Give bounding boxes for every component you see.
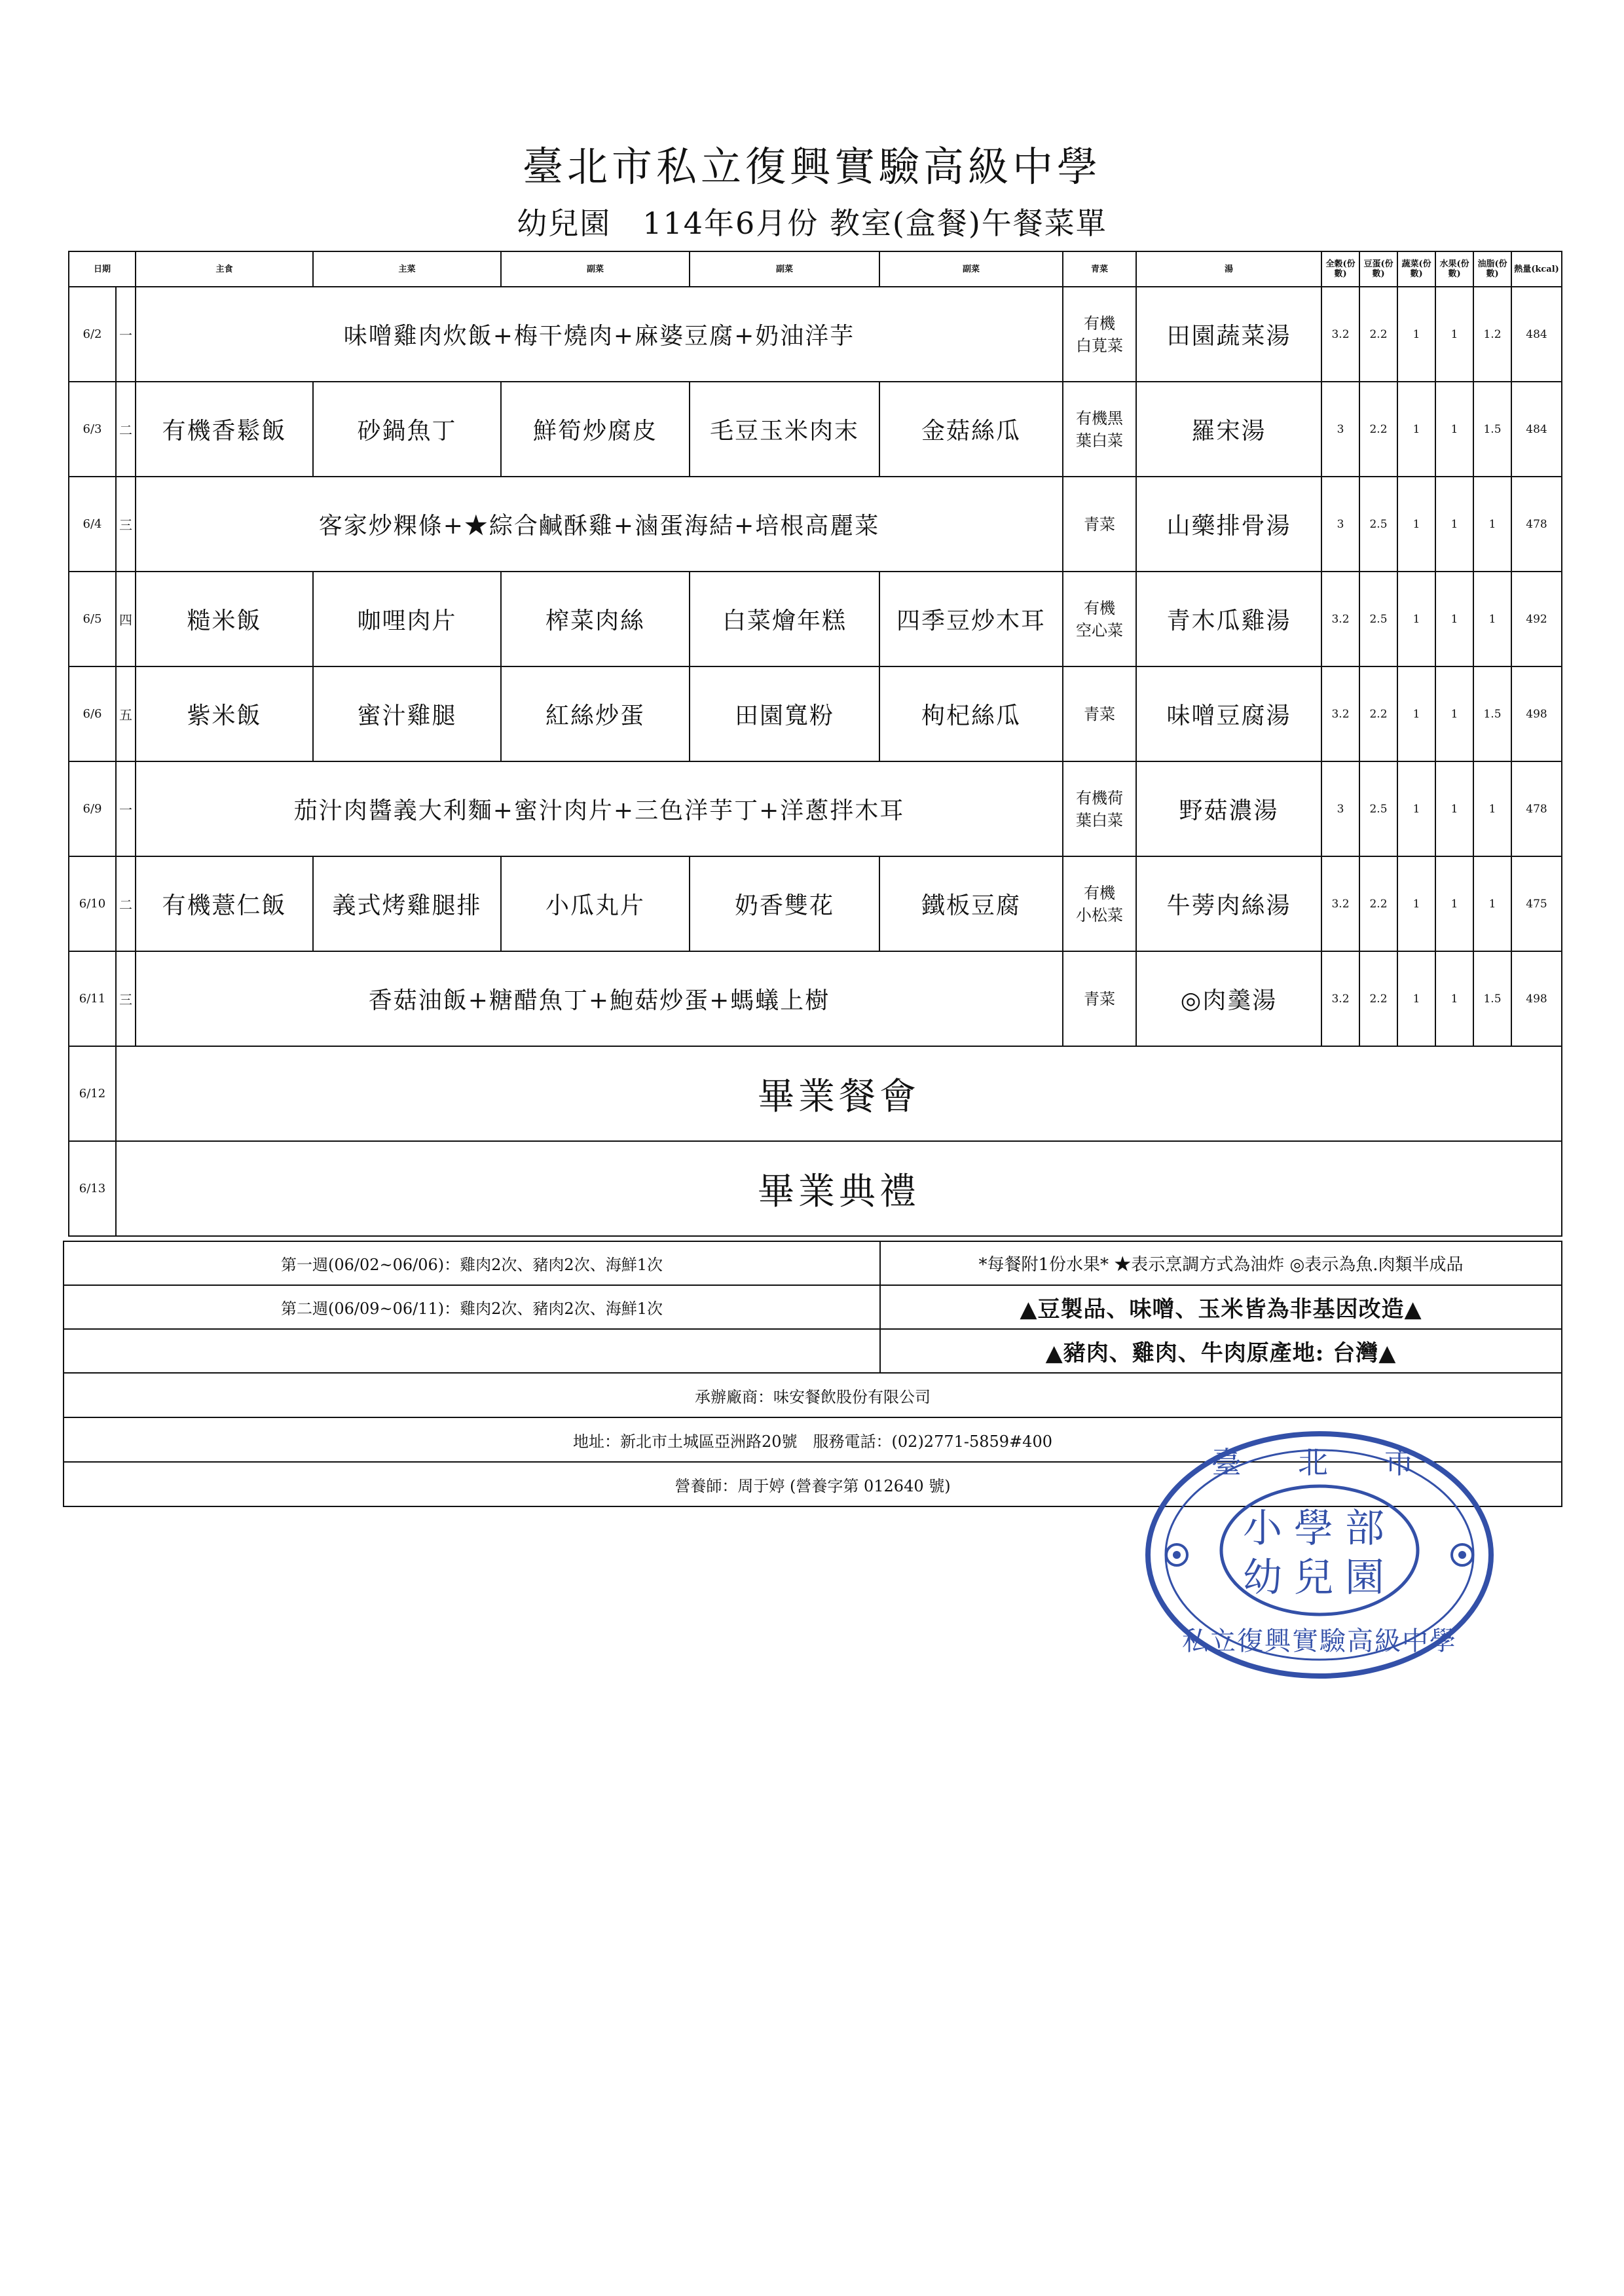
nutrition-kcal: 498: [1511, 666, 1562, 761]
week2-summary: 第二週(06/09~06/11)：雞肉2次、豬肉2次、海鮮1次: [64, 1285, 880, 1329]
combined-dishes: 客家炒粿條+★綜合鹹酥雞+滷蛋海結+培根高麗菜: [136, 477, 1063, 572]
side-dish-cell: 金菇絲瓜: [879, 382, 1063, 477]
school-title: 臺北市私立復興實驗高級中學: [522, 143, 1101, 191]
nutrition-vegetable: 1: [1397, 382, 1435, 477]
vegetable-cell: [1063, 572, 1136, 666]
nutrition-vegetable: 1: [1397, 761, 1435, 856]
nutrition-protein: 2.5: [1359, 572, 1397, 666]
nutrition-fruit: 1: [1435, 951, 1473, 1046]
col-header-date: 日期: [69, 251, 136, 287]
nutrition-grains: 3: [1321, 477, 1359, 572]
staple-cell: 紫米飯: [136, 666, 313, 761]
weekday-cell: 三: [116, 477, 136, 572]
veg-line: 小松菜: [1076, 905, 1124, 924]
main-dish-cell: 咖哩肉片: [313, 572, 501, 666]
vegetable-cell: [1063, 761, 1136, 856]
veg-line: 葉白菜: [1076, 431, 1124, 450]
date-cell: 6/12: [69, 1046, 116, 1141]
side-dish-cell: 榨菜肉絲: [501, 572, 690, 666]
menu-subtitle: 幼兒園 114年6月份 教室(盒餐)午餐菜單: [517, 206, 1107, 241]
nutrition-fat: 1.5: [1473, 951, 1511, 1046]
side-dish-cell: 鮮筍炒腐皮: [501, 382, 690, 477]
date-cell: 6/3: [69, 382, 116, 477]
col-header-side: 副菜: [501, 251, 690, 287]
table-row-event: [69, 1141, 1562, 1236]
nutrition-kcal: 478: [1511, 761, 1562, 856]
weekday-cell: 二: [116, 856, 136, 951]
nutrition-fat: 1.2: [1473, 287, 1511, 382]
nutrition-kcal: 478: [1511, 477, 1562, 572]
lunch-menu-table: [68, 251, 1562, 1237]
vegetable-cell: [1063, 666, 1136, 761]
nutrition-kcal: 484: [1511, 382, 1562, 477]
vegetable-cell: [1063, 477, 1136, 572]
week1-summary: 第一週(06/02~06/06)：雞肉2次、豬肉2次、海鮮1次: [64, 1241, 880, 1285]
weekday-cell: 一: [116, 761, 136, 856]
col-header-veg: 青菜: [1063, 251, 1136, 287]
dietitian-info: 營養師：周于婷 (營養字第 012640 號): [64, 1462, 1562, 1506]
table-row: [69, 856, 1562, 951]
nutrition-vegetable: 1: [1397, 477, 1435, 572]
veg-line: 有機黑: [1076, 409, 1124, 428]
nutrition-protein: 2.5: [1359, 761, 1397, 856]
weekday-cell: 五: [116, 666, 136, 761]
col-header-staple: 主食: [136, 251, 313, 287]
staple-cell: 有機香鬆飯: [136, 382, 313, 477]
nutrition-vegetable: 1: [1397, 951, 1435, 1046]
nutrition-fruit: 1: [1435, 666, 1473, 761]
date-cell: 6/9: [69, 761, 116, 856]
event-cell: 畢業典禮: [116, 1141, 1562, 1236]
side-dish-cell: 枸杞絲瓜: [879, 666, 1063, 761]
date-cell: 6/13: [69, 1141, 116, 1236]
veg-line: 有機荷: [1076, 788, 1124, 807]
side-dish-cell: 紅絲炒蛋: [501, 666, 690, 761]
col-header-main: 主菜: [313, 251, 501, 287]
table-row: [69, 287, 1562, 382]
combined-dishes: 茄汁肉醬義大利麵+蜜汁肉片+三色洋芋丁+洋蔥拌木耳: [136, 761, 1063, 856]
col-header-soup: 湯: [1136, 251, 1321, 287]
soup-cell: ◎肉羹湯: [1136, 951, 1321, 1046]
veg-line: 有機: [1084, 883, 1116, 902]
staple-cell: 有機薏仁飯: [136, 856, 313, 951]
weekday-cell: 三: [116, 951, 136, 1046]
soup-cell: 田園蔬菜湯: [1136, 287, 1321, 382]
stamp-line2: 幼兒園: [1243, 1555, 1396, 1601]
col-header-side: 副菜: [879, 251, 1063, 287]
date-cell: 6/11: [69, 951, 116, 1046]
nutrition-grains: 3: [1321, 382, 1359, 477]
veg-line: 白莧菜: [1076, 336, 1124, 355]
table-row: [69, 477, 1562, 572]
table-row: [69, 951, 1562, 1046]
veg-line: 葉白菜: [1076, 811, 1124, 829]
non-gmo-note: ▲豆製品、味噌、玉米皆為非基因改造▲: [880, 1285, 1562, 1329]
nutrition-protein: 2.2: [1359, 666, 1397, 761]
combined-dishes: 味噌雞肉炊飯+梅干燒肉+麻婆豆腐+奶油洋芋: [136, 287, 1063, 382]
nutrition-kcal: 492: [1511, 572, 1562, 666]
veg-line: 空心菜: [1076, 621, 1124, 640]
nutrition-fat: 1: [1473, 856, 1511, 951]
table-row-event: [69, 1046, 1562, 1141]
nutrition-kcal: 484: [1511, 287, 1562, 382]
veg-line: 有機: [1084, 598, 1116, 617]
stamp-school-name: 私立復興實驗高級中學: [1182, 1626, 1457, 1656]
nutrition-protein: 2.2: [1359, 287, 1397, 382]
event-cell: 畢業餐會: [116, 1046, 1562, 1141]
side-dish-cell: 毛豆玉米肉末: [690, 382, 879, 477]
nutrition-fruit: 1: [1435, 477, 1473, 572]
vegetable-cell: [1063, 951, 1136, 1046]
nutrition-grains: 3.2: [1321, 572, 1359, 666]
table-row: [69, 572, 1562, 666]
date-cell: 6/10: [69, 856, 116, 951]
col-header-kcal: 熱量(kcal): [1511, 251, 1562, 287]
col-header-side: 副菜: [690, 251, 879, 287]
veg-line: 青菜: [1084, 704, 1116, 723]
veg-line: 青菜: [1084, 515, 1116, 534]
vendor-address: 地址：新北市土城區亞洲路20號 服務電話：(02)2771-5859#400: [64, 1417, 1562, 1462]
nutrition-fat: 1: [1473, 477, 1511, 572]
nutrition-vegetable: 1: [1397, 666, 1435, 761]
nutrition-vegetable: 1: [1397, 572, 1435, 666]
combined-dishes: 香菇油飯+糖醋魚丁+鮑菇炒蛋+螞蟻上樹: [136, 951, 1063, 1046]
nutrition-fruit: 1: [1435, 856, 1473, 951]
staple-cell: 糙米飯: [136, 572, 313, 666]
school-seal-stamp: [1143, 1427, 1496, 1683]
weekday-cell: 四: [116, 572, 136, 666]
vegetable-cell: [1063, 382, 1136, 477]
nutrition-protein: 2.2: [1359, 951, 1397, 1046]
vendor-info: 承辦廠商：味安餐飲股份有限公司: [64, 1373, 1562, 1417]
side-dish-cell: 小瓜丸片: [501, 856, 690, 951]
weekday-cell: 二: [116, 382, 136, 477]
side-dish-cell: 四季豆炒木耳: [879, 572, 1063, 666]
plum-blossom-icon: [1452, 1544, 1473, 1565]
nutrition-kcal: 498: [1511, 951, 1562, 1046]
table-row: [69, 666, 1562, 761]
nutrition-grains: 3: [1321, 761, 1359, 856]
main-dish-cell: 砂鍋魚丁: [313, 382, 501, 477]
nutrition-vegetable: 1: [1397, 856, 1435, 951]
nutrition-protein: 2.2: [1359, 856, 1397, 951]
nutrition-grains: 3.2: [1321, 856, 1359, 951]
soup-cell: 青木瓜雞湯: [1136, 572, 1321, 666]
soup-cell: 山藥排骨湯: [1136, 477, 1321, 572]
stamp-line1: 小學部: [1243, 1506, 1396, 1552]
nutrition-fat: 1.5: [1473, 666, 1511, 761]
nutrition-fruit: 1: [1435, 761, 1473, 856]
vegetable-cell: [1063, 287, 1136, 382]
side-dish-cell: 白菜燴年糕: [690, 572, 879, 666]
main-dish-cell: 義式烤雞腿排: [313, 856, 501, 951]
empty-cell: [64, 1329, 880, 1373]
soup-cell: 羅宋湯: [1136, 382, 1321, 477]
veg-line: 有機: [1084, 314, 1116, 333]
col-header-fat: 油脂(份數): [1473, 251, 1511, 287]
nutrition-fat: 1: [1473, 572, 1511, 666]
nutrition-fat: 1.5: [1473, 382, 1511, 477]
nutrition-kcal: 475: [1511, 856, 1562, 951]
side-dish-cell: 田園寬粉: [690, 666, 879, 761]
date-cell: 6/4: [69, 477, 116, 572]
nutrition-protein: 2.5: [1359, 477, 1397, 572]
nutrition-protein: 2.2: [1359, 382, 1397, 477]
plum-blossom-icon: [1166, 1544, 1187, 1565]
weekday-cell: 一: [116, 287, 136, 382]
col-header-protein: 豆蛋(份數): [1359, 251, 1397, 287]
table-header-row: [69, 251, 1562, 287]
col-header-vegetable: 蔬菜(份數): [1397, 251, 1435, 287]
nutrition-grains: 3.2: [1321, 287, 1359, 382]
table-row: [69, 382, 1562, 477]
table-row: [69, 761, 1562, 856]
nutrition-fruit: 1: [1435, 572, 1473, 666]
nutrition-fruit: 1: [1435, 287, 1473, 382]
soup-cell: 牛蒡肉絲湯: [1136, 856, 1321, 951]
meat-origin-note: ▲豬肉、雞肉、牛肉原產地: 台灣▲: [880, 1329, 1562, 1373]
date-cell: 6/2: [69, 287, 116, 382]
col-header-fruit: 水果(份數): [1435, 251, 1473, 287]
nutrition-grains: 3.2: [1321, 666, 1359, 761]
col-header-grains: 全穀(份數): [1321, 251, 1359, 287]
date-cell: 6/5: [69, 572, 116, 666]
date-cell: 6/6: [69, 666, 116, 761]
side-dish-cell: 鐵板豆腐: [879, 856, 1063, 951]
nutrition-fat: 1: [1473, 761, 1511, 856]
nutrition-vegetable: 1: [1397, 287, 1435, 382]
soup-cell: 野菇濃湯: [1136, 761, 1321, 856]
side-dish-cell: 奶香雙花: [690, 856, 879, 951]
main-dish-cell: 蜜汁雞腿: [313, 666, 501, 761]
stamp-city: 臺 北 市: [1211, 1445, 1428, 1480]
menu-legend-note: *每餐附1份水果* ★表示烹調方式為油炸 ◎表示為魚.肉類半成品: [880, 1241, 1562, 1285]
soup-cell: 味噌豆腐湯: [1136, 666, 1321, 761]
veg-line: 青菜: [1084, 989, 1116, 1008]
nutrition-fruit: 1: [1435, 382, 1473, 477]
vegetable-cell: [1063, 856, 1136, 951]
nutrition-grains: 3.2: [1321, 951, 1359, 1046]
